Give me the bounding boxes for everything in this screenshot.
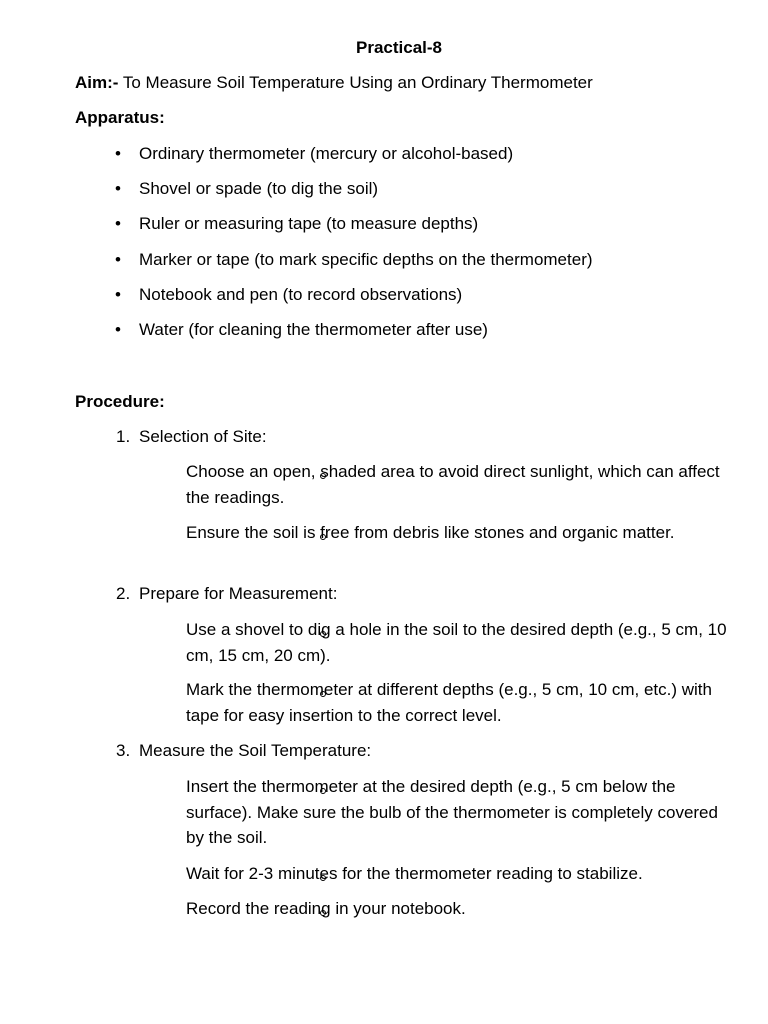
hollow-circle-bullet-icon bbox=[159, 905, 171, 917]
bullet-icon: • bbox=[115, 319, 121, 339]
bullet-icon: • bbox=[115, 144, 121, 163]
apparatus-item-text: Shovel or spade (to dig the soil) bbox=[139, 179, 379, 199]
aim-line bbox=[75, 72, 593, 94]
step-detail-text: Choose an open, shaded area to avoid direct sunlight, which can affect the readings. bbox=[186, 462, 720, 507]
hollow-circle-bullet-icon bbox=[159, 686, 171, 698]
step-detail-text: Mark the thermometer at different depths (e.g., 5 cm, 10 cm, etc.) with tape for easy insertion to the correct level. bbox=[186, 680, 712, 725]
step-number: 3. bbox=[116, 741, 131, 760]
aim-text: To Measure Soil Temperature Using an Ordinary Thermometer bbox=[118, 73, 593, 92]
apparatus-item-text: Marker or tape (to mark specific depths on the thermometer) bbox=[139, 249, 593, 269]
list-item bbox=[0, 677, 768, 729]
procedure-heading: Procedure: bbox=[75, 392, 165, 411]
bullet-icon: • bbox=[115, 249, 121, 269]
bullet-icon: • bbox=[115, 284, 121, 304]
apparatus-item-text: Notebook and pen (to record observations) bbox=[139, 284, 463, 304]
step-label: Measure the Soil Temperature: bbox=[139, 741, 372, 760]
hollow-circle-bullet-icon bbox=[159, 783, 171, 795]
list-item bbox=[0, 459, 768, 511]
apparatus-item-text: Ordinary thermometer (mercury or alcohol-based) bbox=[139, 144, 514, 163]
step-label: Selection of Site: bbox=[139, 427, 267, 446]
list-item bbox=[0, 896, 768, 922]
step-detail-text: Ensure the soil is free from debris like stones and organic matter. bbox=[186, 523, 675, 542]
list-item bbox=[0, 617, 768, 669]
page-title: Practical-8 bbox=[356, 38, 442, 57]
procedure-step-1 bbox=[0, 426, 768, 448]
list-item bbox=[0, 774, 768, 852]
aim-label: Aim:- bbox=[75, 73, 119, 92]
hollow-circle-bullet-icon bbox=[159, 529, 171, 541]
hollow-circle-bullet-icon bbox=[159, 870, 171, 882]
apparatus-heading: Apparatus: bbox=[75, 108, 165, 127]
step-number: 1. bbox=[116, 427, 131, 446]
list-item bbox=[0, 520, 768, 572]
apparatus-item-text: Water (for cleaning the thermometer after use) bbox=[139, 319, 488, 339]
apparatus-item-text: Ruler or measuring tape (to measure depths) bbox=[139, 214, 479, 234]
step-label: Prepare for Measurement: bbox=[139, 584, 338, 603]
bullet-icon: • bbox=[115, 179, 121, 199]
step-detail-text: Wait for 2-3 minutes for the thermometer reading to stabilize. bbox=[186, 864, 643, 883]
hollow-circle-bullet-icon bbox=[159, 468, 171, 480]
procedure-step-3 bbox=[0, 740, 768, 762]
bullet-icon: • bbox=[115, 214, 121, 234]
step-detail-text: Use a shovel to dig a hole in the soil to the desired depth (e.g., 5 cm, 10 cm, 15 cm, 20 cm). bbox=[186, 620, 727, 665]
step-detail-text: Insert the thermometer at the desired depth (e.g., 5 cm below the surface). Make sure the bulb of the thermometer is completely covered by the soil. bbox=[186, 777, 718, 847]
procedure-step-2 bbox=[0, 583, 768, 605]
step-number: 2. bbox=[116, 584, 131, 603]
step-detail-text: Record the reading in your notebook. bbox=[186, 899, 466, 918]
hollow-circle-bullet-icon bbox=[159, 626, 171, 638]
list-item bbox=[0, 861, 768, 887]
